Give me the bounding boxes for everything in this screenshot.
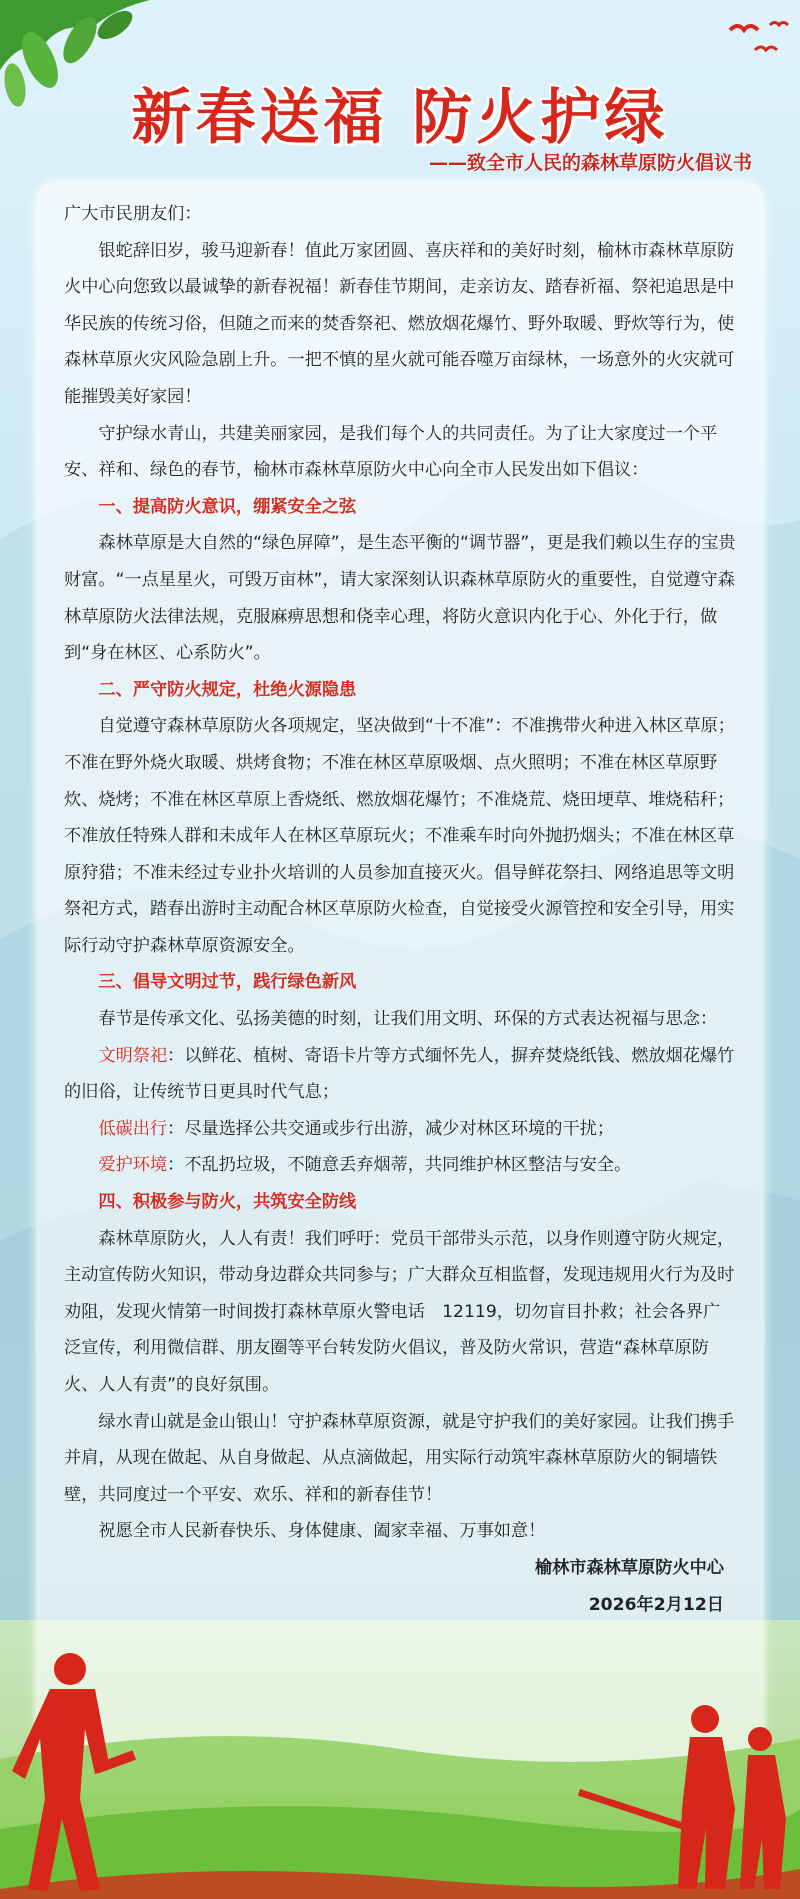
section-heading-1: 一、提高防火意识，绷紧安全之弦	[98, 496, 357, 517]
list-item	[64, 1111, 736, 1148]
item-label: 文明祭祀	[98, 1045, 168, 1066]
page-title: 新春送福 防火护绿	[131, 83, 669, 153]
section-heading-2: 二、严守防火规定，杜绝火源隐患	[98, 679, 357, 700]
closing-paragraph-2: 祝愿全市人民新春快乐、身体健康、阖家幸福、万事如意！	[98, 1521, 546, 1542]
greeting: 广大市民朋友们：	[64, 204, 202, 224]
section-body-2: 自觉遵守森林草原防火各项规定，坚决做到“十不准”：不准携带火种进入林区草原；不准在野外烧火取暖、烘烤食物；不准在林区草原吸烟、点火照明；不准在林区草原野炊、烧烤；不准在林区草原上香烧纸、燃放烟花爆竹；不准烧荒、烧田埂草、堆烧秸秆；不准放任特殊人群和未成年人在林区草原玩火；不准乘车时向外抛扔烟头；不准在林区草原狩猎；不准未经过专业扑火培训的人员参加直接灭火。倡导鲜花祭扫、网络追思等文明祭祀方式，踏春出游时主动配合林区草原防火检查，自觉接受火源管控和安全引导，用实际行动守护森林草原资源安全。	[64, 716, 735, 956]
closing-paragraph-1: 绿水青山就是金山银山！守护森林草原资源，就是守护我们的美好家园。让我们携手并肩，从现在做起、从自身做起、从点滴做起，用实际行动筑牢森林草原防火的铜墙铁壁，共同度过一个平安、欢乐、祥和的新春佳节！	[64, 1411, 735, 1505]
firefighter-silhouettes	[0, 1599, 800, 1899]
date: 2026年2月12日	[588, 1594, 724, 1615]
item-label: 爱护环境	[98, 1155, 168, 1176]
section-body-1: 森林草原是大自然的“绿色屏障”，是生态平衡的“调节器”，更是我们赖以生存的宝贵财富。“一点星星火，可毁万亩林”，请大家深刻认识森林草原防火的重要性，自觉遵守森林草原防火法律法规，克服麻痹思想和侥幸心理，将防火意识内化于心、外化于行，做到“身在林区、心系防火”。	[64, 533, 736, 664]
section-body-3: 春节是传承文化、弘扬美德的时刻，让我们用文明、环保的方式表达祝福与思念：	[98, 1009, 718, 1030]
section-body-4: 森林草原防火，人人有责！我们呼吁：党员干部带头示范，以身作则遵守防火规定，主动宣传防火知识，带动身边群众共同参与；广大群众互相监督，发现违规用火行为及时劝阻，发现火情第一时间拨打森林草原火警电话 12119，切勿盲目扑救；社会各界广泛宣传，利用微信群、朋友圈等平台转发防火倡议，普及防火常识，营造“森林草原防火、人人有责”的良好氛围。	[64, 1228, 735, 1395]
section-heading-4: 四、积极参与防火，共筑安全防线	[98, 1192, 357, 1213]
birds-icon	[660, 10, 790, 70]
item-text: ：以鲜花、植树、寄语卡片等方式缅怀先人，摒弃焚烧纸钱、燃放烟花爆竹的旧俗，让传统节日更具时代气息；	[64, 1045, 735, 1103]
list-item	[64, 1147, 736, 1184]
letter-body	[64, 196, 736, 1623]
intro-paragraph-1: 银蛇辞旧岁，骏马迎新春！值此万家团圆、喜庆祥和的美好时刻，榆林市森林草原防火中心向您致以最诚挚的新春祝福！新春佳节期间，走亲访友、踏春祈福、祭祀追思是中华民族的传统习俗，但随之而来的焚香祭祀、燃放烟花爆竹、野外取暖、野炊等行为，使森林草原火灾风险急剧上升。一把不慎的星火就可能吞噬万亩绿林，一场意外的火灾就可能摧毁美好家园！	[64, 240, 735, 407]
item-label: 低碳出行	[98, 1118, 168, 1139]
section-heading-3: 三、倡导文明过节，践行绿色新风	[98, 972, 357, 993]
page-subtitle: ——致全市人民的森林草原防火倡议书	[428, 152, 752, 174]
signature: 榆林市森林草原防火中心	[534, 1557, 724, 1578]
item-text: ：不乱扔垃圾，不随意丢弃烟蒂，共同维护林区整洁与安全。	[167, 1155, 632, 1176]
list-item	[64, 1038, 736, 1111]
intro-paragraph-2: 守护绿水青山，共建美丽家园，是我们每个人的共同责任。为了让大家度过一个平安、祥和、绿色的春节，榆林市森林草原防火中心向全市人民发出如下倡议：	[64, 423, 718, 481]
item-text: ：尽量选择公共交通或步行出游，减少对林区环境的干扰；	[167, 1118, 615, 1139]
